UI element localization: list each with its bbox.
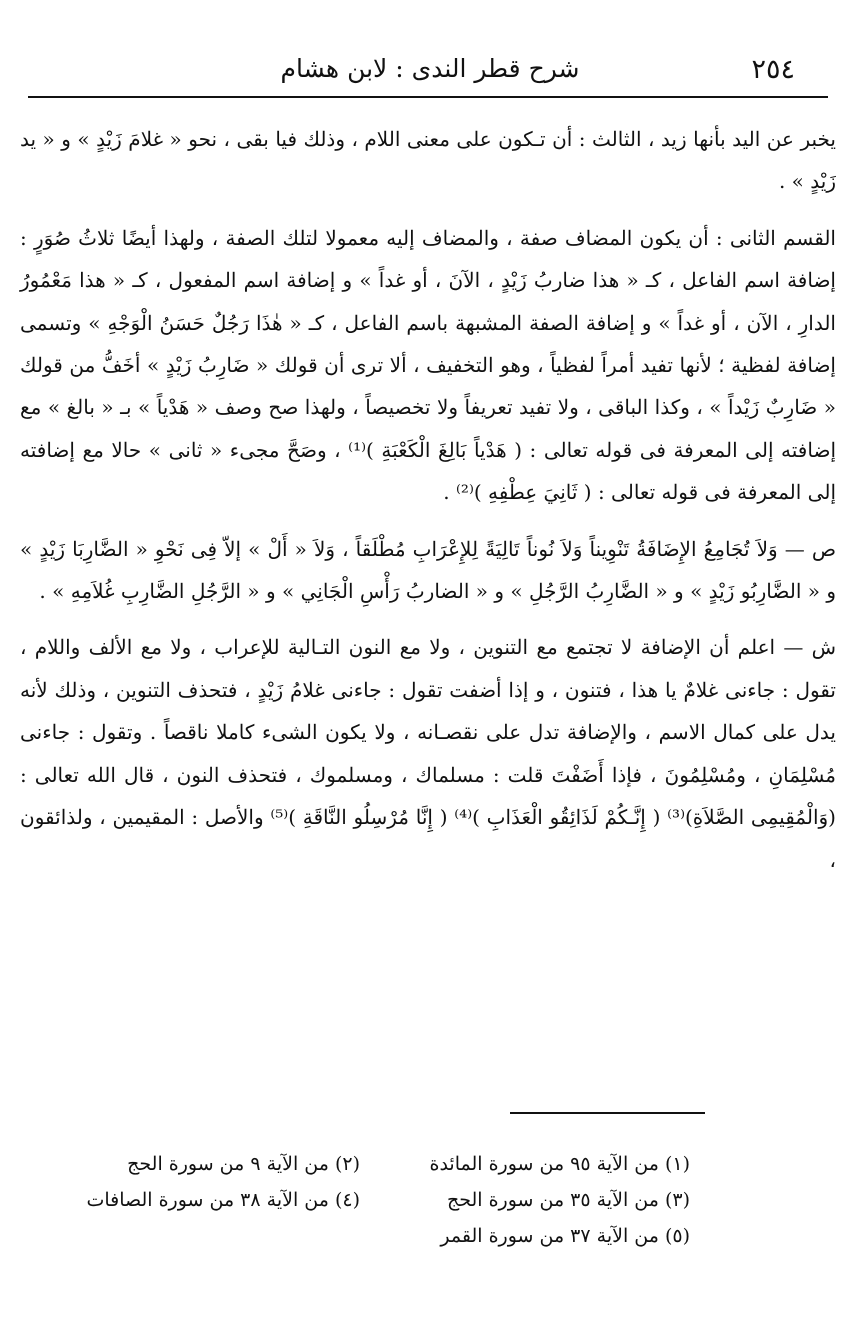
footnote-4: (٤) من الآية ٣٨ من سورة الصافات: [86, 1189, 360, 1211]
footnote-1: (١) من الآية ٩٥ من سورة المائدة: [429, 1153, 690, 1175]
page-number: ٢٥٤: [751, 54, 795, 85]
paragraph-matn: ص — وَلاَ تُجَامِعُ الإِضَافَةُ تَنْوِيناً وَلاَ نُوناً تَالِيَةً لِلإِعْرَابِ مُطْلَقاً ، وَلاَ « أَلْ » إلاّ فِى نَحْوِ « الضَّارِبَا زَيْدٍ » و « الضَّارِبُو زَيْدٍ » و « الضَّارِبُ الرَّجُلِ » و « الضاربُ رَأْسِ الْجَانِي » و « الرَّجُلِ الضَّارِبِ غُلاَمِهِ » .: [20, 536, 836, 604]
running-title: شرح قطر الندى : لابن هشام: [280, 54, 580, 83]
paragraph-second-section: القسم الثانى : أن يكون المضاف صفة ، والمضاف إليه معمولا لتلك الصفة ، ولهذا أيضًا ثلاثُ صُوَرٍ : إضافة اسم الفاعل ، كـ « هذا ضاربُ زَيْدٍ ، الآنَ ، أو غداً » و إضافة اسم المفعول ، كـ « هذا مَعْمُورُ الدارِ ، الآن ، أو غداً » و إضافة الصفة المشبهة باسم الفاعل ، كـ « هٰذَا رَجُلٌ حَسَنُ الْوَجْهِ » وتسمى إضافة لفظية ؛ لأنها تفيد أمراً لفظياً ، وهو التخفيف ، ألا ترى أن قولك « ضَارِبُ زَيْدٍ » أخَفُّ من قولك « ضَارِبٌ زَيْداً » ، وكذا الباقى ، ولا تفيد تعريفاً ولا تخصيصاً ، ولهذا صح وصف « هَدْياً » بـ « بالغ » مع إضافته إلى المعرفة فى قوله تعالى : ( هَدْياً بَالِغَ الْكَعْبَةِ )⁽¹⁾ ، وصَحَّ مجىء « ثانى » حالا مع إضافته إلى المعرفة فى قوله تعالى : ( ثَانِيَ عِطْفِهِ )⁽²⁾ .: [20, 225, 837, 505]
main-text: [20, 118, 836, 881]
footnote-rule: [510, 1112, 705, 1114]
paragraph-sharh: ش — اعلم أن الإضافة لا تجتمع مع التنوين ، ولا مع النون التـالية للإعراب ، ولا مع الألف واللام ، تقول : جاءنى غلامٌ يا هذا ، فتنون ، و إذا أضفت تقول : جاءنى غلامُ زَيْدٍ ، فتحذف التنوين ، وذلك لأنه يدل على كمال الاسم ، والإضافة تدل على نقصـانه ، ولا يكون الشىء كاملا ناقصاً . وتقول : جاءنى مُسْلِمَانِ ، ومُسْلِمُونَ ، فإذا أَضَفْتَ قلت : مسلماك ، ومسلموك ، فتحذف النون ، قال الله تعالى : (وَالْمُقِيمِى الصَّلاَةِ)⁽³⁾ ( إِنَّـكُمْ لَذَائِقُو الْعَذَابِ )⁽⁴⁾ ( إِنَّا مُرْسِلُو النَّاقَةِ )⁽⁵⁾ والأصل : المقيمين ، ولذائقون ،: [20, 635, 836, 872]
header-rule: [28, 96, 828, 98]
footnotes-right-column: [390, 1146, 690, 1254]
footnote-5: (٥) من الآية ٣٧ من سورة القمر: [440, 1225, 690, 1247]
footnotes-left-column: [60, 1146, 360, 1218]
page-header: [30, 50, 830, 94]
footnote-2: (٢) من الآية ٩ من سورة الحج: [127, 1153, 360, 1175]
footnote-3: (٣) من الآية ٣٥ من سورة الحج: [446, 1189, 690, 1211]
paragraph-continuation: يخبر عن اليد بأنها زيد ، الثالث : أن تـكون على معنى اللام ، وذلك فيا بقى ، نحو « غلامَ زَيْدٍ » و « يد زَيْدٍ » .: [20, 127, 836, 194]
footnotes: [40, 1146, 690, 1276]
